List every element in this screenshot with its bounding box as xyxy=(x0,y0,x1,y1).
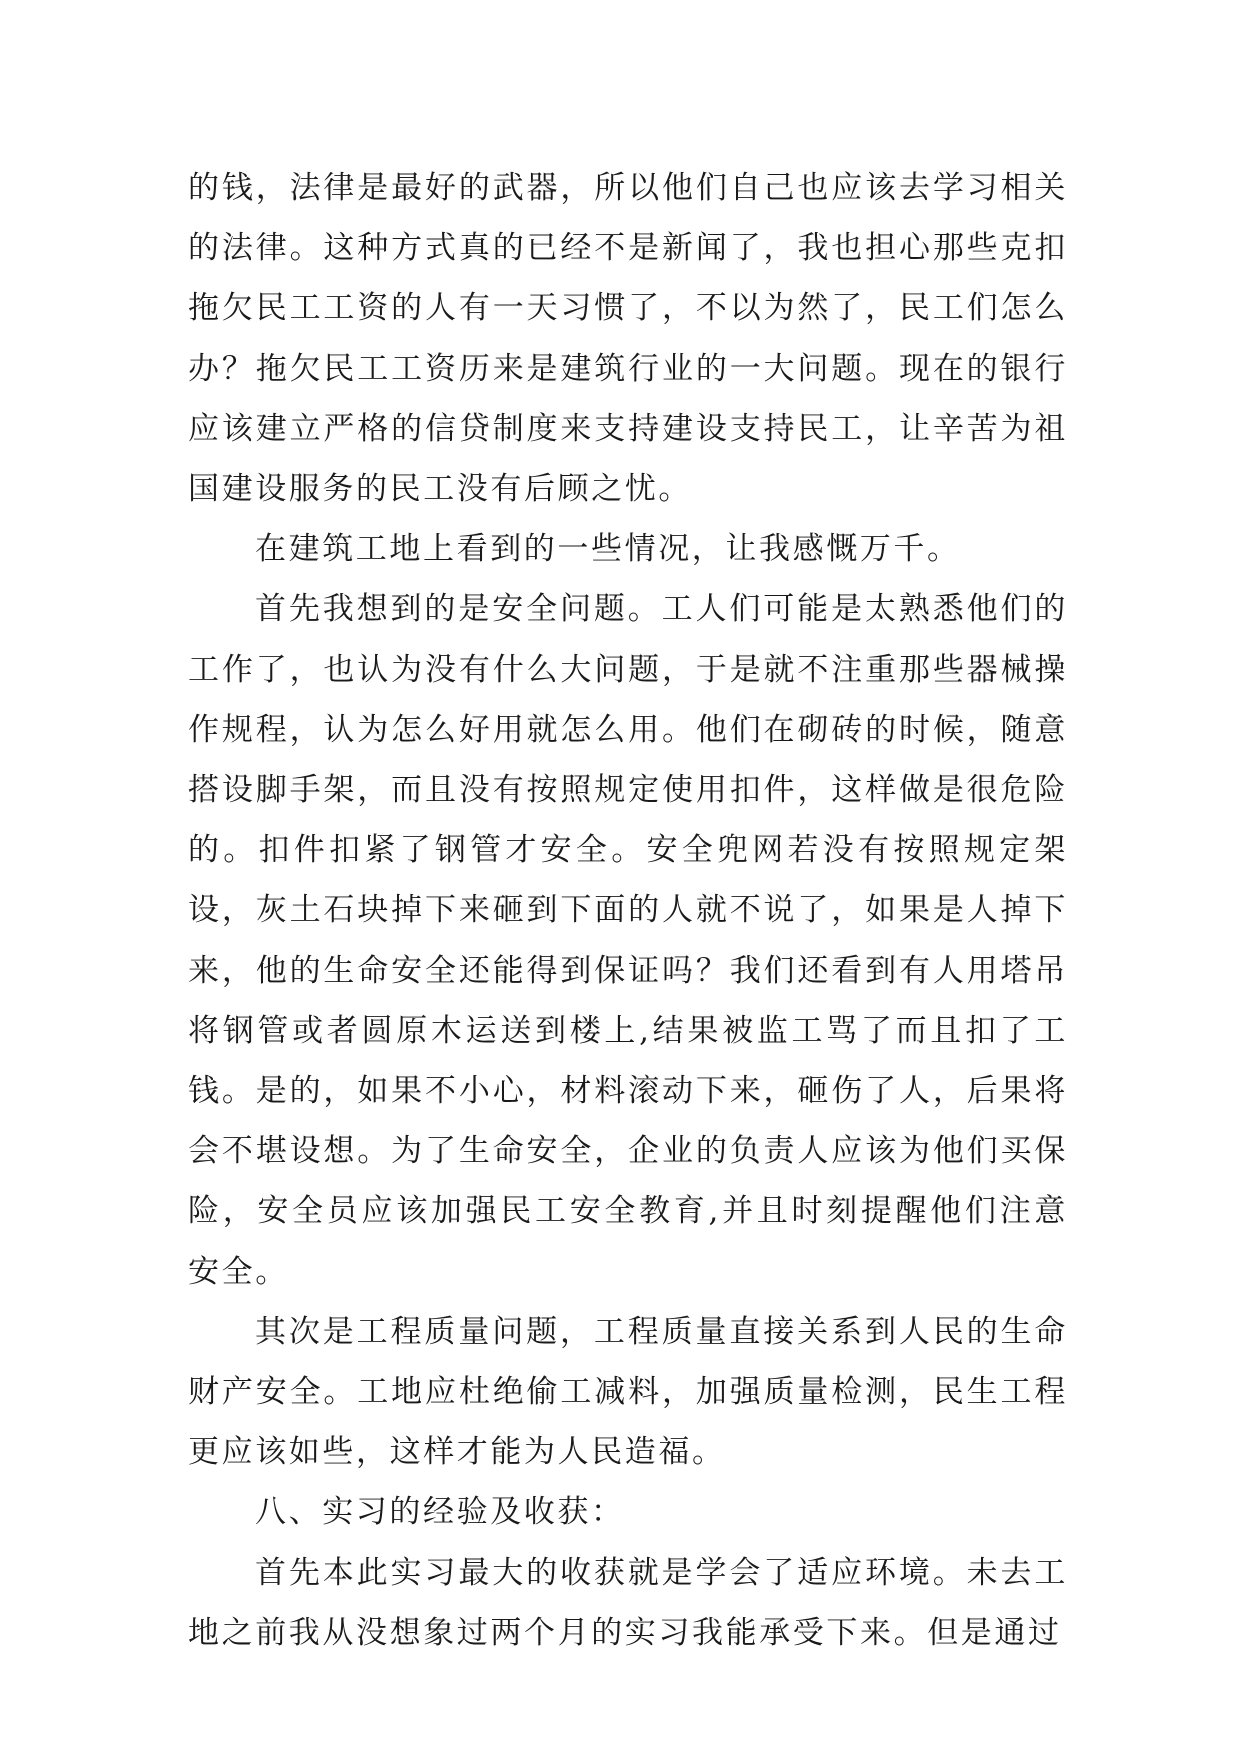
paragraph-experience-gains: 首先本此实习最大的收获就是学会了适应环境。未去工地之前我从没想象过两个月的实习我能承受下来。但是通过 xyxy=(188,1554,1068,1651)
document-body xyxy=(188,158,1068,1663)
paragraph-safety-issues: 首先我想到的是安全问题。工人们可能是太熟悉他们的工作了，也认为没有什么大问题，于是就不注重那些器械操作规程，认为怎么好用就怎么用。他们在砌砖的时候，随意搭设脚手架，而且没有按照规定使用扣件，这样做是很危险的。扣件扣紧了钢管才安全。安全兜网若没有按照规定架设，灰土石块掉下来砸到下面的人就不说了，如果是人掉下来，他的生命安全还能得到保证吗？我们还看到有人用塔吊将钢管或者圆原木运送到楼上,结果被监工骂了而且扣了工钱。是的，如果不小心，材料滚动下来，砸伤了人，后果将会不堪设想。为了生命安全，企业的负责人应该为他们买保险，安全员应该加强民工安全教育,并且时刻提醒他们注意安全。 xyxy=(188,591,1068,1290)
section-heading-experience: 八、实习的经验及收获： xyxy=(255,1494,625,1531)
paragraph-wage-arrears: 的钱，法律是最好的武器，所以他们自己也应该去学习相关的法律。这种方式真的已经不是新闻了，我也担心那些克扣拖欠民工工资的人有一天习惯了，不以为然了，民工们怎么办？拖欠民工工资历来是建筑行业的一大问题。现在的银行应该建立严格的信贷制度来支持建设支持民工，让辛苦为祖国建设服务的民工没有后顾之忧。 xyxy=(188,170,1068,508)
paragraph-quality-issues: 其次是工程质量问题，工程质量直接关系到人民的生命财产安全。工地应杜绝偷工减料，加强质量检测，民生工程更应该如些，这样才能为人民造福。 xyxy=(188,1313,1068,1471)
paragraph-site-observations: 在建筑工地上看到的一些情况，让我感慨万千。 xyxy=(255,531,961,568)
